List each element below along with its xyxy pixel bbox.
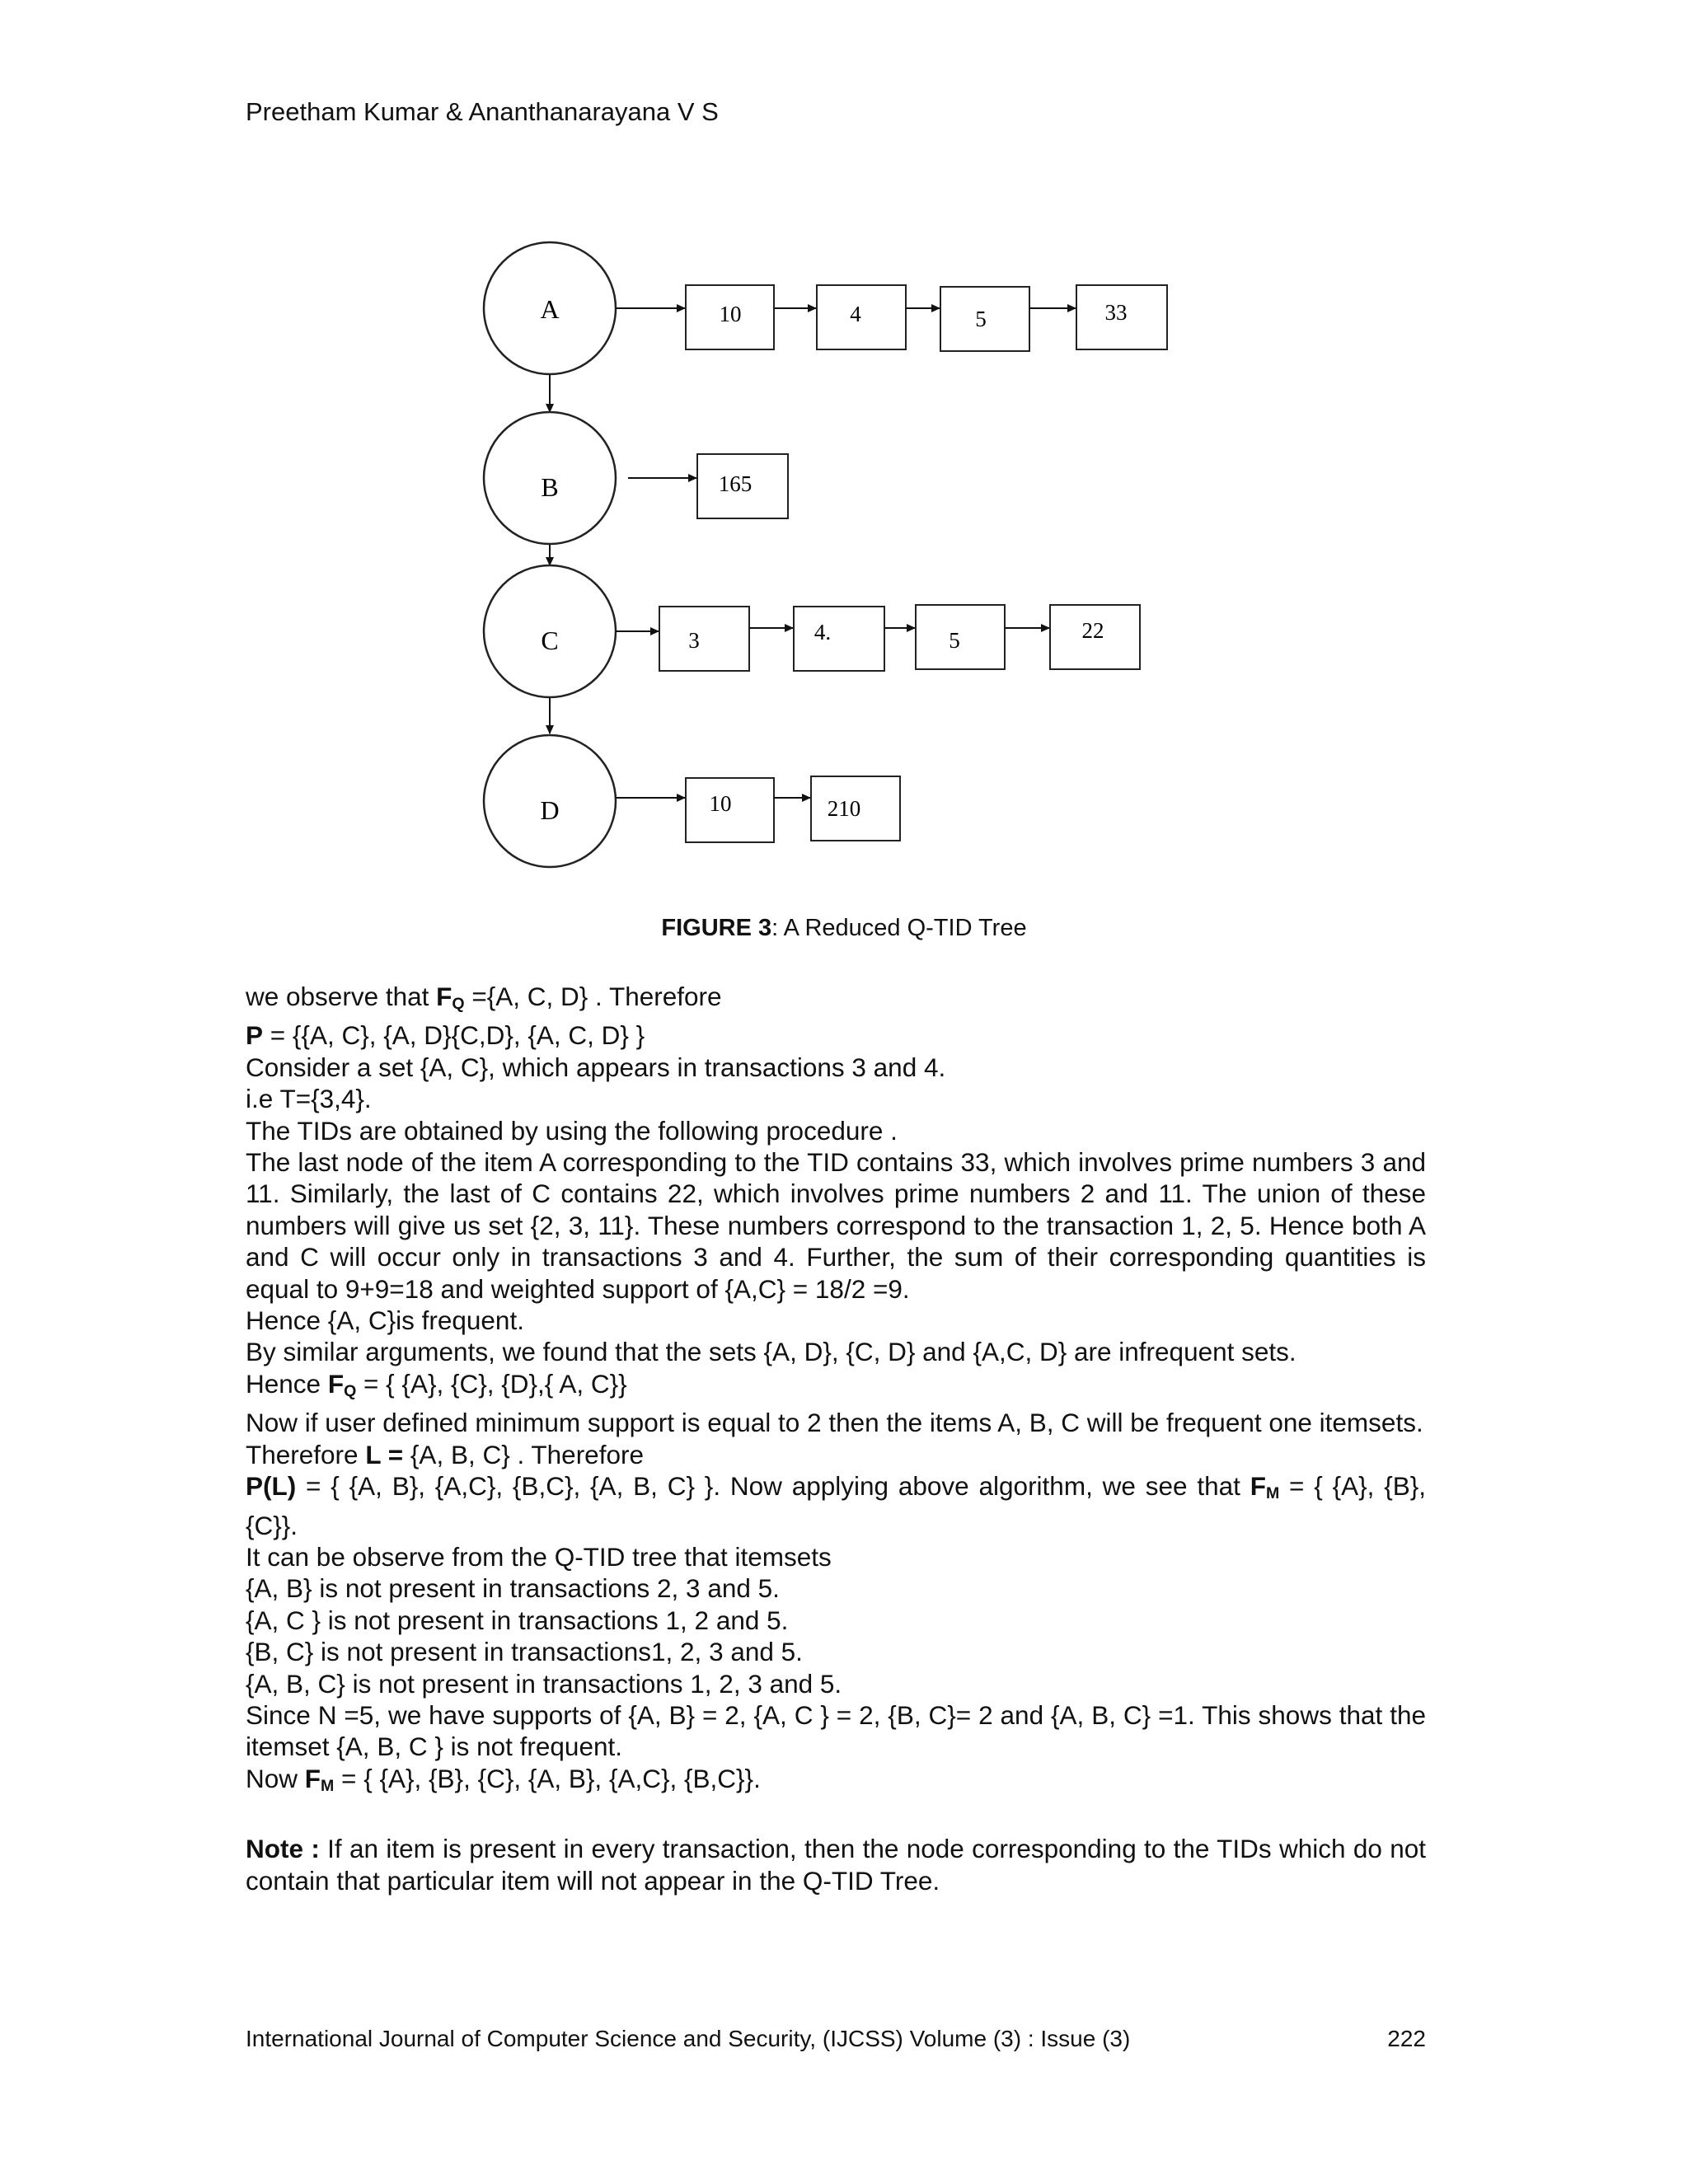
tid-box-a-4 bbox=[1076, 285, 1167, 349]
text-line: It can be observe from the Q-TID tree that itemsets bbox=[246, 1541, 832, 1572]
paragraph: Now if user defined minimum support is equal to 2 then the items A, B, C will be frequent one itemsets. bbox=[246, 1408, 1423, 1438]
paragraph: P(L) = { {A, B}, {A,C}, {B,C}, {A, B, C} }. Now applying above algorithm, we see that $F_M$ = { {A}, {B}, {C}}. bbox=[246, 1471, 1426, 1540]
node-b bbox=[484, 412, 616, 544]
svg-text:33: 33 bbox=[1104, 300, 1128, 325]
node-c-label: C bbox=[541, 626, 559, 655]
text-line: P = {{A, C}, {A, D}{C,D}, {A, C, D} } bbox=[246, 1020, 645, 1051]
figure-caption-text: : A Reduced Q-TID Tree bbox=[771, 915, 1027, 941]
page-footer bbox=[246, 2026, 1426, 2052]
figure-caption bbox=[0, 915, 1688, 942]
tid-box-c-1 bbox=[659, 607, 749, 671]
tid-box-b-1 bbox=[697, 454, 788, 518]
node-a-label: A bbox=[540, 294, 560, 324]
svg-text:10: 10 bbox=[719, 302, 742, 326]
page-number: 222 bbox=[1387, 2026, 1426, 2051]
tid-box-d-1 bbox=[686, 778, 774, 842]
tid-box-c-4 bbox=[1050, 605, 1140, 669]
text-line: Hence $F_Q$ = { {A}, {C}, {D},{ A, C}} bbox=[246, 1368, 627, 1400]
text-line: {A, B, C} is not present in transactions 1, 2, 3 and 5. bbox=[246, 1668, 842, 1699]
node-d-label: D bbox=[540, 795, 560, 825]
tid-box-c-2 bbox=[794, 607, 884, 671]
node-c bbox=[484, 565, 616, 697]
tree-diagram bbox=[0, 0, 1688, 907]
text-line: i.e T={3,4}. bbox=[246, 1084, 372, 1114]
tid-box-a-1 bbox=[686, 285, 774, 349]
text-line: Consider a set {A, C}, which appears in transactions 3 and 4. bbox=[246, 1052, 946, 1082]
tid-box-c-3 bbox=[916, 605, 1005, 669]
svg-text:22: 22 bbox=[1081, 618, 1104, 643]
text-line: {A, C } is not present in transactions 1, 2 and 5. bbox=[246, 1605, 789, 1635]
text-line: {B, C} is not present in transactions1, 2, 3 and 5. bbox=[246, 1637, 803, 1667]
text-line: Now $F_M$ = { {A}, {B}, {C}, {A, B}, {A,C}, {B,C}}. bbox=[246, 1763, 761, 1795]
spacer bbox=[246, 1802, 1426, 1833]
text-line: Therefore L = {A, B, C} . Therefore bbox=[246, 1439, 644, 1469]
svg-text:10: 10 bbox=[709, 791, 732, 816]
svg-text:4: 4 bbox=[850, 302, 861, 326]
note-paragraph: Note : If an item is present in every transaction, then the node corresponding to the TIDs which do not contain that particular item will not appear in the Q-TID Tree. bbox=[246, 1834, 1426, 1896]
text-line: The TIDs are obtained by using the following procedure . bbox=[246, 1115, 898, 1146]
running-header: Preetham Kumar & Ananthanarayana V S bbox=[246, 97, 719, 126]
svg-text:4.: 4. bbox=[814, 620, 832, 644]
paragraph: The last node of the item A corresponding to the TID contains 33, which involves prime numbers 3 and 11. Similarly, the last of C contains 22, which involves prime numbers 2 and 11. The union of these numbers will give us set {2, 3, 11}. These numbers correspond to the transaction 1, 2, 5. Hence both A and C will occur only in transactions 3 and 4. Further, the sum of their corresponding quantities is equal to 9+9=18 and weighted support of {A,C} = 18/2 =9. bbox=[246, 1147, 1426, 1304]
journal-citation: International Journal of Computer Science and Security, (IJCSS) Volume (3) : Issue (3) bbox=[246, 2026, 1131, 2051]
text-line: By similar arguments, we found that the sets {A, D}, {C, D} and {A,C, D} are infrequent sets. bbox=[246, 1337, 1296, 1367]
q-tid-tree-figure bbox=[0, 0, 1688, 907]
text-line: we observe that $F_Q =\{A$, C, D} . Therefore bbox=[246, 982, 722, 1013]
text-line: Hence {A, C}is frequent. bbox=[246, 1305, 524, 1336]
svg-text:3: 3 bbox=[688, 628, 700, 653]
tid-box-a-2 bbox=[817, 285, 906, 349]
node-a bbox=[484, 242, 616, 374]
tid-box-d-2 bbox=[811, 776, 900, 841]
node-b-label: B bbox=[541, 472, 559, 502]
svg-text:5: 5 bbox=[949, 628, 960, 653]
node-d bbox=[484, 735, 616, 867]
body-text bbox=[246, 981, 1426, 1896]
tid-box-a-3 bbox=[940, 287, 1029, 351]
svg-text:5: 5 bbox=[975, 307, 987, 331]
text-line: {A, B} is not present in transactions 2, 3 and 5. bbox=[246, 1573, 780, 1604]
svg-text:210: 210 bbox=[827, 796, 861, 821]
paragraph: Since N =5, we have supports of {A, B} = 2, {A, C } = 2, {B, C}= 2 and {A, B, C} =1. This shows that the itemset {A, B, C } is not frequent. bbox=[246, 1699, 1426, 1762]
svg-text:165: 165 bbox=[718, 471, 753, 496]
figure-caption-label: FIGURE 3 bbox=[661, 915, 772, 941]
